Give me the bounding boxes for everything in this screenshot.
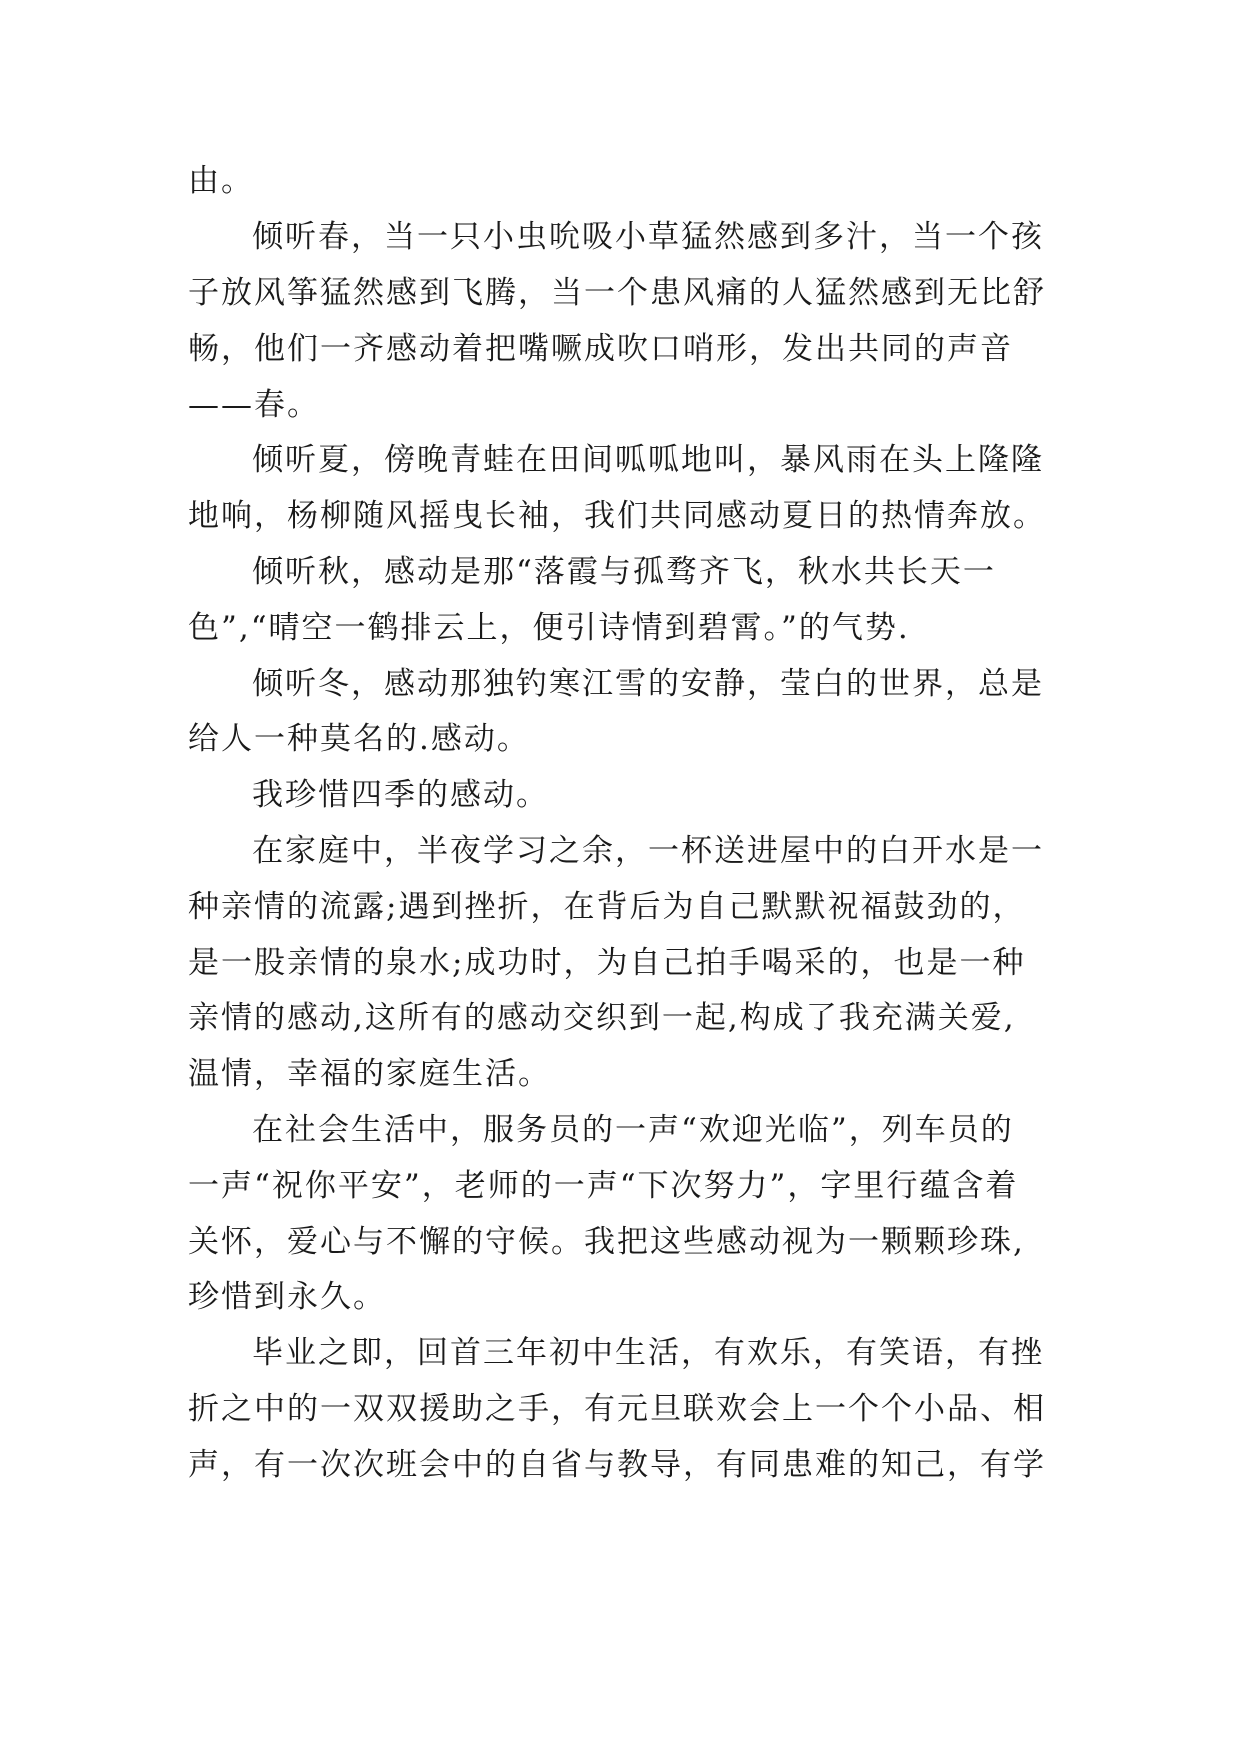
text-line: 一声“祝你平安”，老师的一声“下次努力”，字里行蕴含着 xyxy=(188,1168,1019,1204)
text-line: 子放风筝猛然感到飞腾，当一个患风痛的人猛然感到无比舒 xyxy=(188,275,1046,311)
text-line: 在家庭中，半夜学习之余，一杯送进屋中的白开水是一 xyxy=(252,833,1044,869)
text-line: 色”,“晴空一鹤排云上，便引诗情到碧霄。”的气势. xyxy=(188,610,910,646)
text-line: 亲情的感动,这所有的感动交织到一起,构成了我充满关爱, xyxy=(188,1000,1016,1036)
text-line: 给人一种莫名的.感动。 xyxy=(188,721,530,757)
text-line: 温情，幸福的家庭生活。 xyxy=(188,1056,551,1092)
text-line: 毕业之即，回首三年初中生活，有欢乐，有笑语，有挫 xyxy=(252,1335,1044,1371)
text-line: ——春。 xyxy=(188,387,320,423)
text-line: 折之中的一双双援助之手，有元旦联欢会上一个个小品、相 xyxy=(188,1391,1046,1427)
text-line: 地响，杨柳随风摇曳长袖，我们共同感动夏日的热情奔放。 xyxy=(188,498,1046,534)
text-line: 种亲情的流露;遇到挫折，在背后为自己默默祝福鼓劲的， xyxy=(188,889,1026,925)
text-line: 关怀，爱心与不懈的守候。我把这些感动视为一颗颗珍珠, xyxy=(188,1224,1025,1260)
text-line: 声，有一次次班会中的自省与教导，有同患难的知己，有学 xyxy=(188,1447,1046,1483)
text-line: 我珍惜四季的感动。 xyxy=(252,777,549,813)
text-line: 是一股亲情的泉水;成功时，为自己拍手喝采的，也是一种 xyxy=(188,945,1026,981)
text-line: 倾听春，当一只小虫吮吸小草猛然感到多汁，当一个孩 xyxy=(252,219,1044,255)
text-line: 在社会生活中，服务员的一声“欢迎光临”，列车员的 xyxy=(252,1112,1014,1148)
text-line: 倾听秋，感动是那“落霞与孤骛齐飞，秋水共长天一 xyxy=(252,554,996,590)
text-line: 珍惜到永久。 xyxy=(188,1279,386,1315)
text-line: 倾听冬，感动那独钓寒江雪的安静，莹白的世界，总是 xyxy=(252,666,1044,702)
text-line: 由。 xyxy=(188,163,254,199)
text-line: 倾听夏，傍晚青蛙在田间呱呱地叫，暴风雨在头上隆隆 xyxy=(252,442,1044,478)
text-line: 畅，他们一齐感动着把嘴噘成吹口哨形，发出共同的声音 xyxy=(188,331,1013,367)
